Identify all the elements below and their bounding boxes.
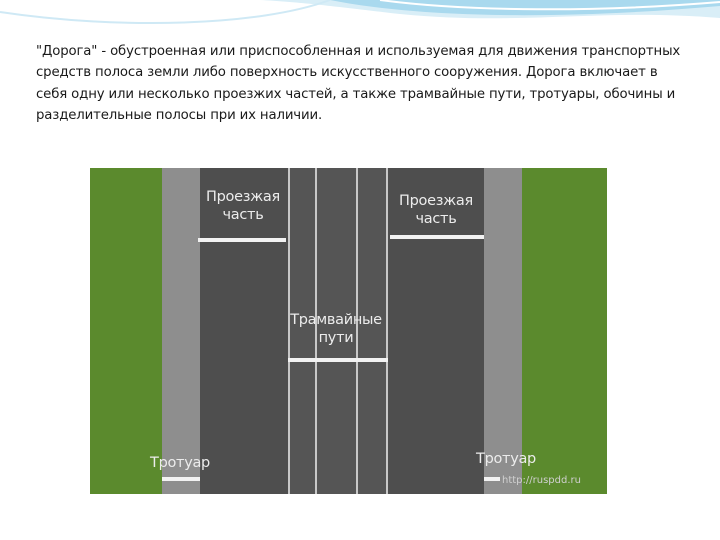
- pointer-bar: [484, 477, 500, 481]
- label-line: Проезжая: [206, 189, 280, 205]
- label-carriageway-left: [195, 188, 291, 224]
- label-tram-tracks: [280, 311, 392, 347]
- header-wave-decoration: [0, 0, 720, 40]
- label-line: Проезжая: [399, 193, 473, 209]
- road-diagram: [90, 168, 607, 494]
- pointer-bar: [390, 235, 484, 239]
- label-line: часть: [415, 211, 457, 227]
- label-line: пути: [318, 330, 354, 346]
- pointer-bar: [198, 238, 286, 242]
- definition-paragraph: "Дорога" - обустроенная или приспособленная и используемая для движения транспортных средств полоса земли либо поверхность искусственного сооружения. Дорога включает в себя одну или несколько проезжих частей, а также трамвайные пути, тротуары, обочины и разделительные полосы при их наличии.: [36, 44, 681, 123]
- label-sidewalk-left: Тротуар: [150, 455, 210, 471]
- grass-right: [522, 168, 607, 494]
- label-sidewalk-right: Тротуар: [476, 451, 536, 467]
- pointer-bar: [288, 358, 388, 362]
- grass-left: [90, 168, 162, 494]
- label-line: Трамвайные: [290, 312, 382, 328]
- label-carriageway-right: [388, 192, 484, 228]
- sidewalk-right: [484, 168, 522, 494]
- pointer-bar: [162, 477, 200, 481]
- watermark: http://ruspdd.ru: [502, 475, 581, 486]
- label-line: часть: [222, 207, 264, 223]
